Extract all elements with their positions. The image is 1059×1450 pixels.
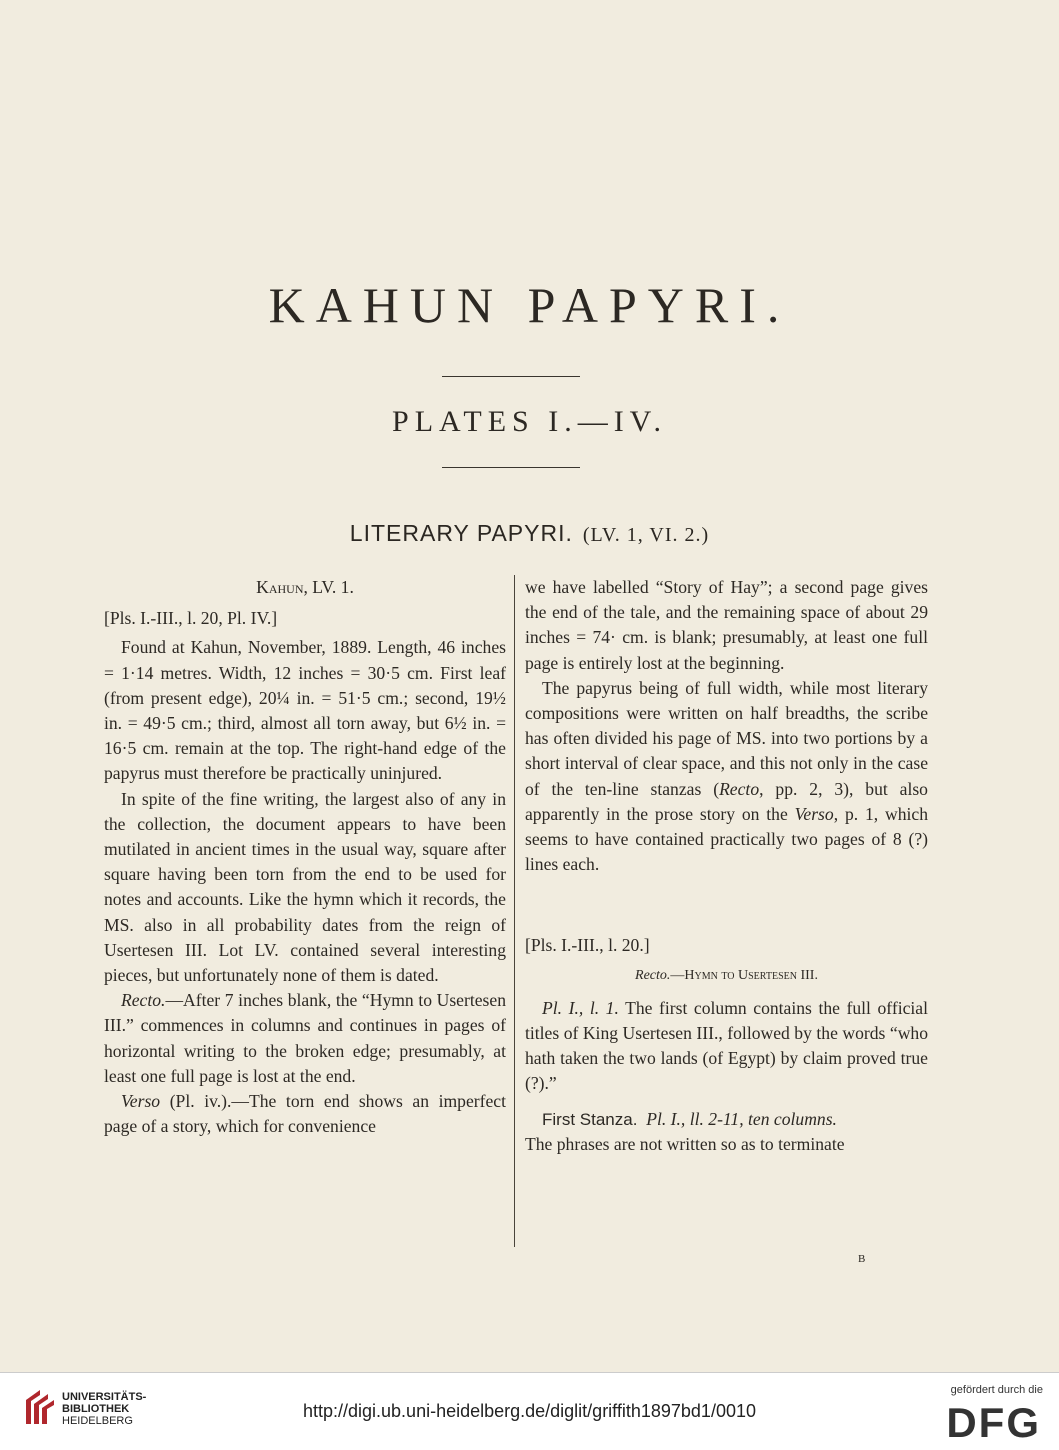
source-url-link[interactable]: http://digi.ub.uni-heidelberg.de/diglit/griffith1897bd1/0010 <box>302 1401 756 1421</box>
right-paragraph-2-a: The papyrus being of full width, while most literary compositions were written on half breadths, the scribe has often divided his page of MS. into two portions by a short interval of clear space, and this not only in the case of the ten-line stanzas ( <box>525 677 928 799</box>
section-heading <box>0 520 1059 547</box>
section-heading-ref: (LV. 1, VI. 2.) <box>582 524 710 546</box>
left-plates: [Pls. I.-III., l. 20, Pl. IV.] <box>104 608 278 629</box>
left-heading: Kahun, LV. 1. <box>256 577 354 597</box>
recto-ref: Recto <box>719 778 760 799</box>
page-title: KAHUN PAPYRI. <box>268 277 791 333</box>
recto-label: Recto. <box>121 990 166 1011</box>
left-paragraph-2: In spite of the fine writing, the largest also of any in the collection, the document appears to have been mutilated in ancient times in the usual way, square after square having been torn from the end to be used for notes and accounts. Like the hymn which it records, the MS. also in all probability dates from the reign of Usertesen III. Lot LV. contained several interesting pieces, but unfortunately none of them is dated. <box>104 788 506 986</box>
hymn-title: —Hymn to Usertesen III. <box>670 967 818 983</box>
sponsor-text: gefördert durch die <box>950 1384 1043 1396</box>
left-paragraph-3-text: —After 7 inches blank, the “Hymn to Usertesen III.” commences in columns and continues in pages of horizontal writing to the broken edge; presumably, at least one full page is lost at the end. <box>104 990 506 1086</box>
verso-label: Verso <box>121 1091 161 1112</box>
stanza-label: First Stanza. <box>542 1109 638 1129</box>
stanza-heading-line <box>525 1107 928 1132</box>
signature-mark: B <box>858 1253 866 1265</box>
title-rule-top <box>442 376 580 377</box>
section-heading-text: LITERARY PAPYRI. <box>349 520 573 546</box>
right-paragraph-3-text: The first column contains the full official titles of King Usertesen III., followed by the words “who hath taken the two lands (of Egypt) by claim proved true (?).” <box>525 997 928 1094</box>
right-paragraph-1: we have labelled “Story of Hay”; a second page gives the end of the tale, and the remaining space of about 29 inches = 74· cm. is blank; presumably, at least one full page is entirely lost at the beginning. <box>525 577 928 673</box>
column-divider <box>514 575 515 1247</box>
left-paragraph-4 <box>104 1089 506 1139</box>
plates-subtitle: PLATES I.—IV. <box>392 405 667 438</box>
right-paragraph-4: The phrases are not written so as to terminate <box>525 1133 845 1154</box>
library-line-2: BIBLIOTHEK <box>62 1403 130 1415</box>
library-line-3: HEIDELBERG <box>62 1415 133 1427</box>
left-paragraph-4-text: (Pl. iv.).—The torn end shows an imperfect page of a story, which for convenience <box>104 1091 506 1137</box>
left-paragraph-3 <box>104 988 506 1089</box>
dfg-logo: DFG <box>946 1399 1041 1446</box>
left-paragraph-1: Found at Kahun, November, 1889. Length, 46 inches = 1·14 metres. Width, 12 inches = 30·5 cm. First leaf (from present edge), 20¼ in. = 51·5 cm.; second, 19½ in. = 49·5 cm.; third, almost all torn away, but 6½ in. = 16·5 cm. remain at the top. The right-hand edge of the papyrus must therefore be practically uninjured. <box>104 637 506 784</box>
footer-bar <box>0 1372 1059 1450</box>
plate-ref: Pl. I., l. 1. <box>542 997 619 1018</box>
hymn-recto-label: Recto. <box>635 967 671 983</box>
right-paragraph-2-b: , pp. 2, 3), but also apparently in the prose story on the <box>525 778 928 824</box>
left-column <box>104 575 506 1139</box>
title-rule-bottom <box>442 467 580 468</box>
library-line-1: UNIVERSITÄTS- <box>62 1391 147 1403</box>
right-paragraph-3 <box>525 996 928 1097</box>
verso-ref: Verso <box>794 803 834 824</box>
hymn-heading <box>525 963 928 988</box>
right-column <box>525 575 928 1157</box>
right-plates: [Pls. I.-III., l. 20.] <box>525 935 650 956</box>
right-paragraph-2-c: , p. 1, which seems to have contained practically two pages of 8 (?) lines each. <box>525 803 928 875</box>
stanza-ref: Pl. I., ll. 2-11, ten columns. <box>646 1108 837 1129</box>
right-paragraph-2 <box>525 676 928 878</box>
